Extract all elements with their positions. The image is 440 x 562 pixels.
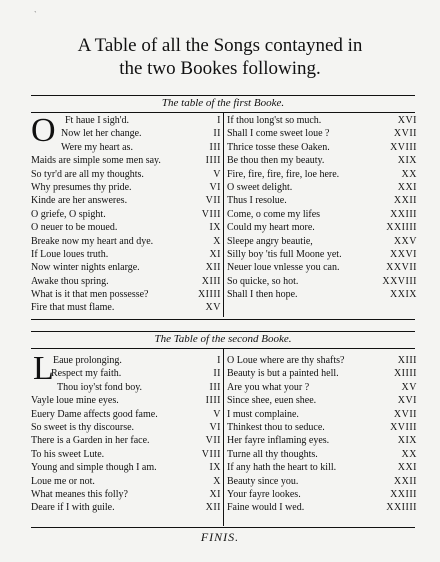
song-number: XXI: [397, 181, 417, 193]
song-entry: [31, 141, 221, 154]
song-number: VI: [209, 421, 221, 433]
song-number: XIII: [201, 275, 221, 287]
song-title: If Loue loues truth.: [31, 248, 109, 260]
song-entry: [31, 154, 221, 167]
song-entry: [31, 488, 221, 501]
song-title: Beauty is but a painted hell.: [227, 368, 339, 380]
song-title: Why presumes thy pride.: [31, 181, 132, 193]
song-entry: [31, 367, 221, 380]
song-number: XXIIII: [386, 222, 417, 234]
song-title: Ft haue I sigh'd.: [65, 115, 130, 126]
song-entry: [227, 248, 417, 261]
song-number: XXVII: [386, 262, 417, 274]
book1-dropcap: O: [31, 112, 56, 149]
title-line-2: the two Bookes following.: [119, 58, 321, 79]
song-entry: [31, 475, 221, 488]
song-number: XIX: [397, 435, 417, 447]
song-number: VI: [209, 181, 221, 193]
song-title: Young and simple though I am.: [31, 462, 157, 474]
song-number: X: [213, 475, 221, 487]
song-entry: [227, 475, 417, 488]
song-number: II: [213, 128, 221, 140]
song-title: Kinde are her answeres.: [31, 195, 128, 207]
song-entry: [227, 288, 417, 301]
song-number: XX: [401, 168, 417, 180]
song-entry: [31, 235, 221, 248]
song-title: Breake now my heart and dye.: [31, 235, 154, 247]
song-entry: [227, 235, 417, 248]
song-title: If any hath the heart to kill.: [227, 462, 337, 474]
song-title: Beauty since you.: [227, 475, 299, 487]
song-entry: [227, 448, 417, 461]
song-entry: [31, 381, 221, 394]
song-number: VIII: [201, 208, 221, 220]
song-entry: [31, 408, 221, 421]
song-title: Thou ioy'st fond boy.: [57, 381, 143, 393]
song-entry: [227, 367, 417, 380]
song-number: XXIX: [390, 289, 417, 301]
song-title: Be thou then my beauty.: [227, 155, 325, 167]
song-number: XV: [401, 381, 417, 393]
song-number: XXVI: [390, 248, 417, 260]
song-title: Faine would I wed.: [227, 502, 305, 514]
song-title: Vayle loue mine eyes.: [31, 395, 119, 407]
song-entry: [227, 221, 417, 234]
song-number: XII: [205, 262, 221, 274]
song-number: XIIII: [197, 289, 221, 301]
song-title: Shall I come sweet loue ?: [227, 128, 330, 140]
book2-right-column: [227, 354, 417, 515]
song-number: XVIII: [390, 421, 417, 433]
song-number: III: [209, 141, 221, 153]
book2-bottom-rule: [31, 527, 415, 528]
song-number: IIII: [205, 155, 221, 167]
song-title: O griefe, O spight.: [31, 208, 106, 220]
song-entry: [227, 194, 417, 207]
song-title: O neuer to be moued.: [31, 222, 118, 234]
song-number: XI: [209, 248, 221, 260]
song-title: Maids are simple some men say.: [31, 155, 161, 167]
song-number: XXIII: [390, 208, 417, 220]
book1-bottom-rule: [31, 319, 415, 320]
song-title: What meanes this folly?: [31, 488, 128, 500]
song-title: Neuer loue vnlesse you can.: [227, 262, 340, 274]
song-number: XII: [205, 502, 221, 514]
song-title: Now winter nights enlarge.: [31, 262, 140, 274]
song-entry: [227, 394, 417, 407]
song-entry: [227, 408, 417, 421]
song-title: Fire, fire, fire, fire, loe here.: [227, 168, 340, 180]
song-entry: [31, 501, 221, 514]
song-entry: [31, 194, 221, 207]
song-number: IIII: [205, 395, 221, 407]
song-title: Deare if I with guile.: [31, 502, 115, 514]
song-entry: [227, 381, 417, 394]
song-title: So quicke, so hot.: [227, 275, 299, 287]
song-number: XX: [401, 448, 417, 460]
song-title: Silly boy 'tis full Moone yet.: [227, 248, 342, 260]
song-title: So tyr'd are all my thoughts.: [31, 168, 144, 180]
song-entry: [227, 127, 417, 140]
song-entry: [227, 208, 417, 221]
song-number: XVII: [393, 128, 417, 140]
song-number: VII: [205, 195, 221, 207]
song-number: XXII: [393, 195, 417, 207]
song-number: III: [209, 381, 221, 393]
song-entry: [31, 354, 221, 367]
book1-column-divider: [223, 112, 224, 317]
song-entry: [31, 127, 221, 140]
song-entry: [227, 488, 417, 501]
book1-left-column: [31, 114, 221, 315]
song-entry: [227, 461, 417, 474]
song-entry: [31, 288, 221, 301]
song-title: Your fayre lookes.: [227, 488, 301, 500]
song-entry: [227, 421, 417, 434]
song-entry: [31, 461, 221, 474]
song-title: Eaue prolonging.: [53, 355, 122, 366]
song-number: V: [213, 168, 221, 180]
song-entry: [31, 114, 221, 127]
song-number: IX: [209, 462, 221, 474]
song-title: O sweet delight.: [227, 181, 293, 193]
song-entry: [227, 275, 417, 288]
song-entry: [227, 434, 417, 447]
song-entry: [31, 181, 221, 194]
song-title: Euery Dame affects good fame.: [31, 408, 158, 420]
song-entry: [227, 501, 417, 514]
title-line-1: A Table of all the Songs contayned in: [77, 35, 363, 56]
song-title: I must complaine.: [227, 408, 299, 420]
song-title: Her fayre inflaming eyes.: [227, 435, 330, 447]
finis-mark: FINIS.: [200, 530, 240, 544]
song-title: Are you what your ?: [227, 381, 310, 393]
song-number: XI: [209, 488, 221, 500]
song-entry: [227, 168, 417, 181]
song-entry: [227, 154, 417, 167]
song-number: II: [213, 368, 221, 380]
printer-mark: `: [34, 10, 37, 19]
song-number: XIIII: [393, 368, 417, 380]
song-title: There is a Garden in her face.: [31, 435, 150, 447]
song-entry: [31, 208, 221, 221]
song-title: So sweet is thy discourse.: [31, 421, 135, 433]
song-number: XIX: [397, 155, 417, 167]
song-entry: [31, 261, 221, 274]
song-entry: [31, 248, 221, 261]
book2-left-column: [31, 350, 221, 515]
song-title: O Loue where are thy shafts?: [227, 355, 345, 366]
song-title: Could my heart more.: [227, 222, 315, 234]
song-entry: [31, 275, 221, 288]
song-entry: [227, 354, 417, 367]
song-title: Thinkest thou to seduce.: [227, 421, 325, 433]
song-number: XVI: [397, 115, 417, 126]
song-entry: [31, 168, 221, 181]
song-number: XXV: [393, 235, 417, 247]
song-title: Thus I resolue.: [227, 195, 287, 207]
song-title: Were my heart as.: [61, 141, 133, 153]
song-number: XIII: [397, 355, 417, 366]
song-entry: [227, 114, 417, 127]
book2-dropcap: L: [33, 350, 54, 387]
song-number: XVIII: [390, 141, 417, 153]
song-title: Awake thou spring.: [31, 275, 109, 287]
song-number: IX: [209, 222, 221, 234]
song-title: Thrice tosse these Oaken.: [227, 141, 330, 153]
page-title: [0, 34, 440, 80]
song-number: I: [217, 115, 221, 126]
book2-column-divider: [223, 348, 224, 526]
song-entry: [31, 434, 221, 447]
book2-top-rule: [31, 331, 415, 332]
song-entry: [31, 448, 221, 461]
song-number: XVI: [397, 395, 417, 407]
song-number: I: [217, 355, 221, 366]
song-entry: [227, 181, 417, 194]
song-number: X: [213, 235, 221, 247]
song-entry: [227, 261, 417, 274]
song-number: V: [213, 408, 221, 420]
song-title: Shall I then hope.: [227, 289, 298, 301]
song-entry: [227, 141, 417, 154]
song-title: Come, o come my lifes: [227, 208, 321, 220]
song-entry: [31, 394, 221, 407]
song-entry: [31, 301, 221, 314]
song-number: XXII: [393, 475, 417, 487]
song-title: Sleepe angry beautie,: [227, 235, 313, 247]
book1-right-column: [227, 114, 417, 301]
song-entry: [31, 421, 221, 434]
song-title: Fire that must flame.: [31, 302, 115, 314]
song-title: If thou long'st so much.: [227, 115, 322, 126]
song-title: Since shee, euen shee.: [227, 395, 317, 407]
song-number: XXIII: [390, 488, 417, 500]
song-entry: [31, 221, 221, 234]
song-title: Respect my faith.: [51, 368, 122, 380]
song-number: XXIIII: [386, 502, 417, 514]
song-number: VII: [205, 435, 221, 447]
song-number: VIII: [201, 448, 221, 460]
book1-top-rule: [31, 95, 415, 96]
song-title: Loue me or not.: [31, 475, 95, 487]
song-title: To his sweet Lute.: [31, 448, 105, 460]
song-title: What is it that men possesse?: [31, 289, 149, 301]
book2-heading: The Table of the second Booke.: [154, 333, 292, 345]
book1-heading: The table of the first Booke.: [161, 97, 285, 109]
song-title: Now let her change.: [61, 128, 142, 140]
song-number: XXI: [397, 462, 417, 474]
song-number: XVII: [393, 408, 417, 420]
song-number: XXVIII: [382, 275, 417, 287]
song-number: XV: [205, 302, 221, 314]
song-title: Turne all thy thoughts.: [227, 448, 318, 460]
